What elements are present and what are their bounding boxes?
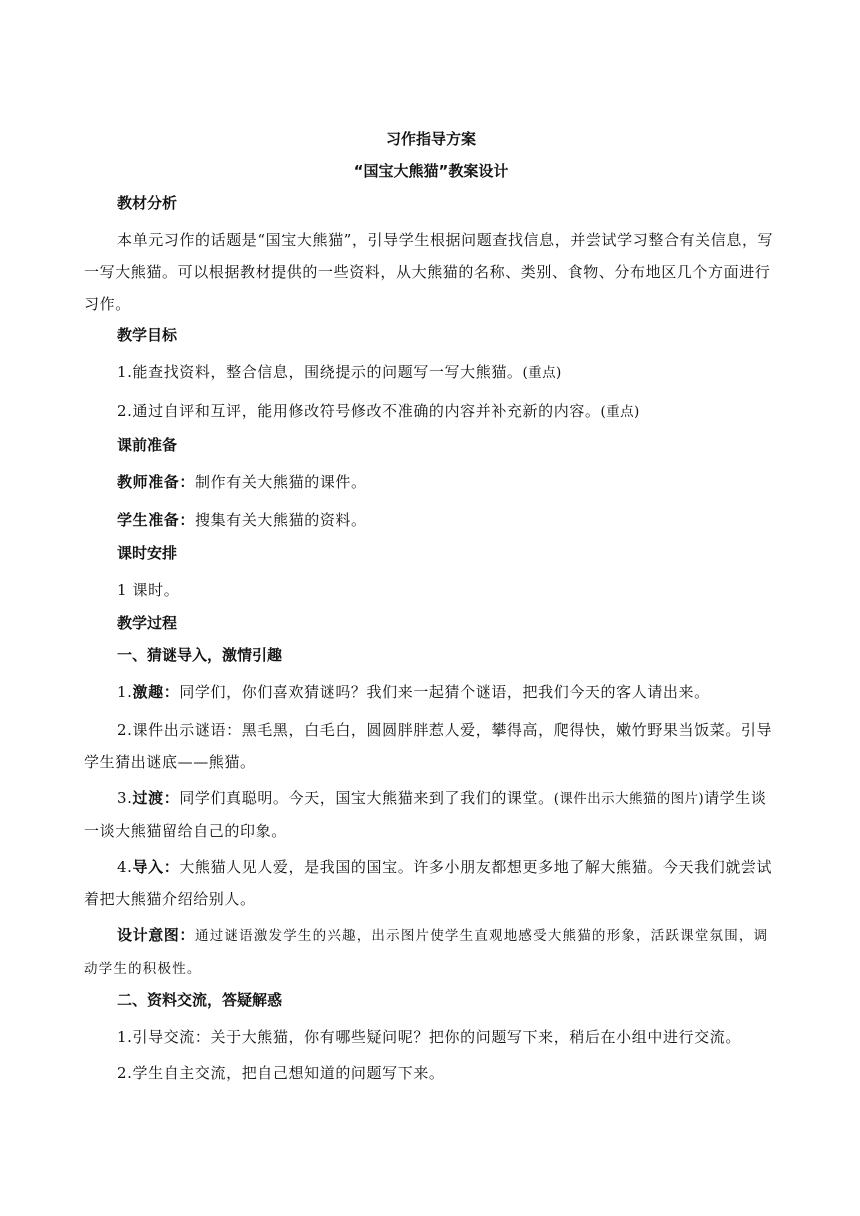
design-intent-label: 设计意图： bbox=[117, 926, 196, 944]
part-2-heading: 二、资料交流，答疑解惑 bbox=[117, 991, 283, 1009]
prep-teacher-label: 教师准备： bbox=[117, 473, 196, 491]
section-heading-analysis: 教材分析 bbox=[117, 194, 178, 212]
goal-item-2 bbox=[84, 395, 778, 428]
item-1-3-number: 3. bbox=[117, 789, 133, 807]
item-1-1-lead: 激趣： bbox=[132, 683, 180, 701]
document-subtitle: “国宝大熊猫”教案设计 bbox=[353, 162, 509, 180]
goal-1-text: 1.能查找资料，整合信息，围绕提示的问题写一写大熊猫。 bbox=[117, 363, 523, 381]
process-item-1-4 bbox=[84, 851, 778, 915]
item-1-3-note: (课件出示大熊猫的图片) bbox=[553, 791, 705, 807]
process-item-1-3 bbox=[84, 782, 778, 847]
schedule-paragraph: 1 课时。 bbox=[117, 581, 180, 599]
prep-student bbox=[84, 504, 778, 536]
section-heading-process: 教学过程 bbox=[117, 614, 178, 632]
prep-teacher bbox=[84, 466, 778, 498]
prep-student-label: 学生准备： bbox=[117, 511, 196, 529]
design-intent-paragraph bbox=[84, 919, 778, 985]
design-intent-text: 通过谜语激发学生的兴趣，出示图片使学生直观地感受大熊猫的形象，活跃课堂氛围，调动学生的积极性。 bbox=[84, 928, 769, 977]
item-1-3-lead: 过渡： bbox=[132, 789, 180, 807]
item-1-1-text: 同学们，你们喜欢猜谜吗？我们来一起猜个谜语，把我们今天的客人请出来。 bbox=[179, 683, 710, 701]
part-1-heading: 一、猜谜导入，激情引趣 bbox=[117, 646, 283, 664]
process-item-1-2: 2.课件出示谜语：黑毛黑，白毛白，圆圆胖胖惹人爱，攀得高，爬得快，嫩竹野果当饭菜。引导学生猜出谜底——熊猫。 bbox=[84, 721, 773, 771]
process-item-2-2: 2.学生自主交流，把自己想知道的问题写下来。 bbox=[117, 1064, 445, 1082]
goal-1-note: (重点) bbox=[522, 365, 562, 381]
goal-2-text: 2.通过自评和互评，能用修改符号修改不准确的内容并补充新的内容。 bbox=[117, 402, 601, 420]
item-1-4-text: 大熊猫人见人爱，是我国的国宝。许多小朋友都想更多地了解大熊猫。今天我们就尝试着把大熊猫介绍给别人。 bbox=[84, 858, 773, 908]
prep-student-text: 搜集有关大熊猫的资料。 bbox=[195, 511, 367, 529]
item-1-4-number: 4. bbox=[117, 858, 133, 876]
item-1-4-lead: 导入： bbox=[132, 858, 180, 876]
document-body bbox=[84, 128, 778, 1095]
section-heading-prep: 课前准备 bbox=[117, 436, 178, 454]
analysis-paragraph: 本单元习作的话题是“国宝大熊猫”，引导学生根据问题查找信息，并尝试学习整合有关信息，写一写大熊猫。可以根据教材提供的一些资料，从大熊猫的名称、类别、食物、分布地区几个方面进行习作。 bbox=[84, 231, 774, 313]
section-heading-schedule: 课时安排 bbox=[117, 544, 178, 562]
document-title: 习作指导方案 bbox=[385, 130, 476, 148]
section-heading-goals: 教学目标 bbox=[117, 326, 178, 344]
item-1-3-text-b: 请学生谈一谈大熊猫留给自己的印象。 bbox=[84, 789, 767, 840]
item-1-1-number: 1. bbox=[117, 683, 133, 701]
prep-teacher-text: 制作有关大熊猫的课件。 bbox=[195, 473, 367, 491]
process-item-1-1 bbox=[84, 676, 778, 708]
goal-2-note: (重点) bbox=[600, 404, 640, 420]
item-1-3-text-a: 同学们真聪明。今天，国宝大熊猫来到了我们的课堂。 bbox=[179, 789, 554, 807]
goal-item-1 bbox=[84, 356, 778, 389]
process-item-2-1: 1.引导交流：关于大熊猫，你有哪些疑问呢？把你的问题写下来，稍后在小组中进行交流。 bbox=[117, 1028, 741, 1046]
